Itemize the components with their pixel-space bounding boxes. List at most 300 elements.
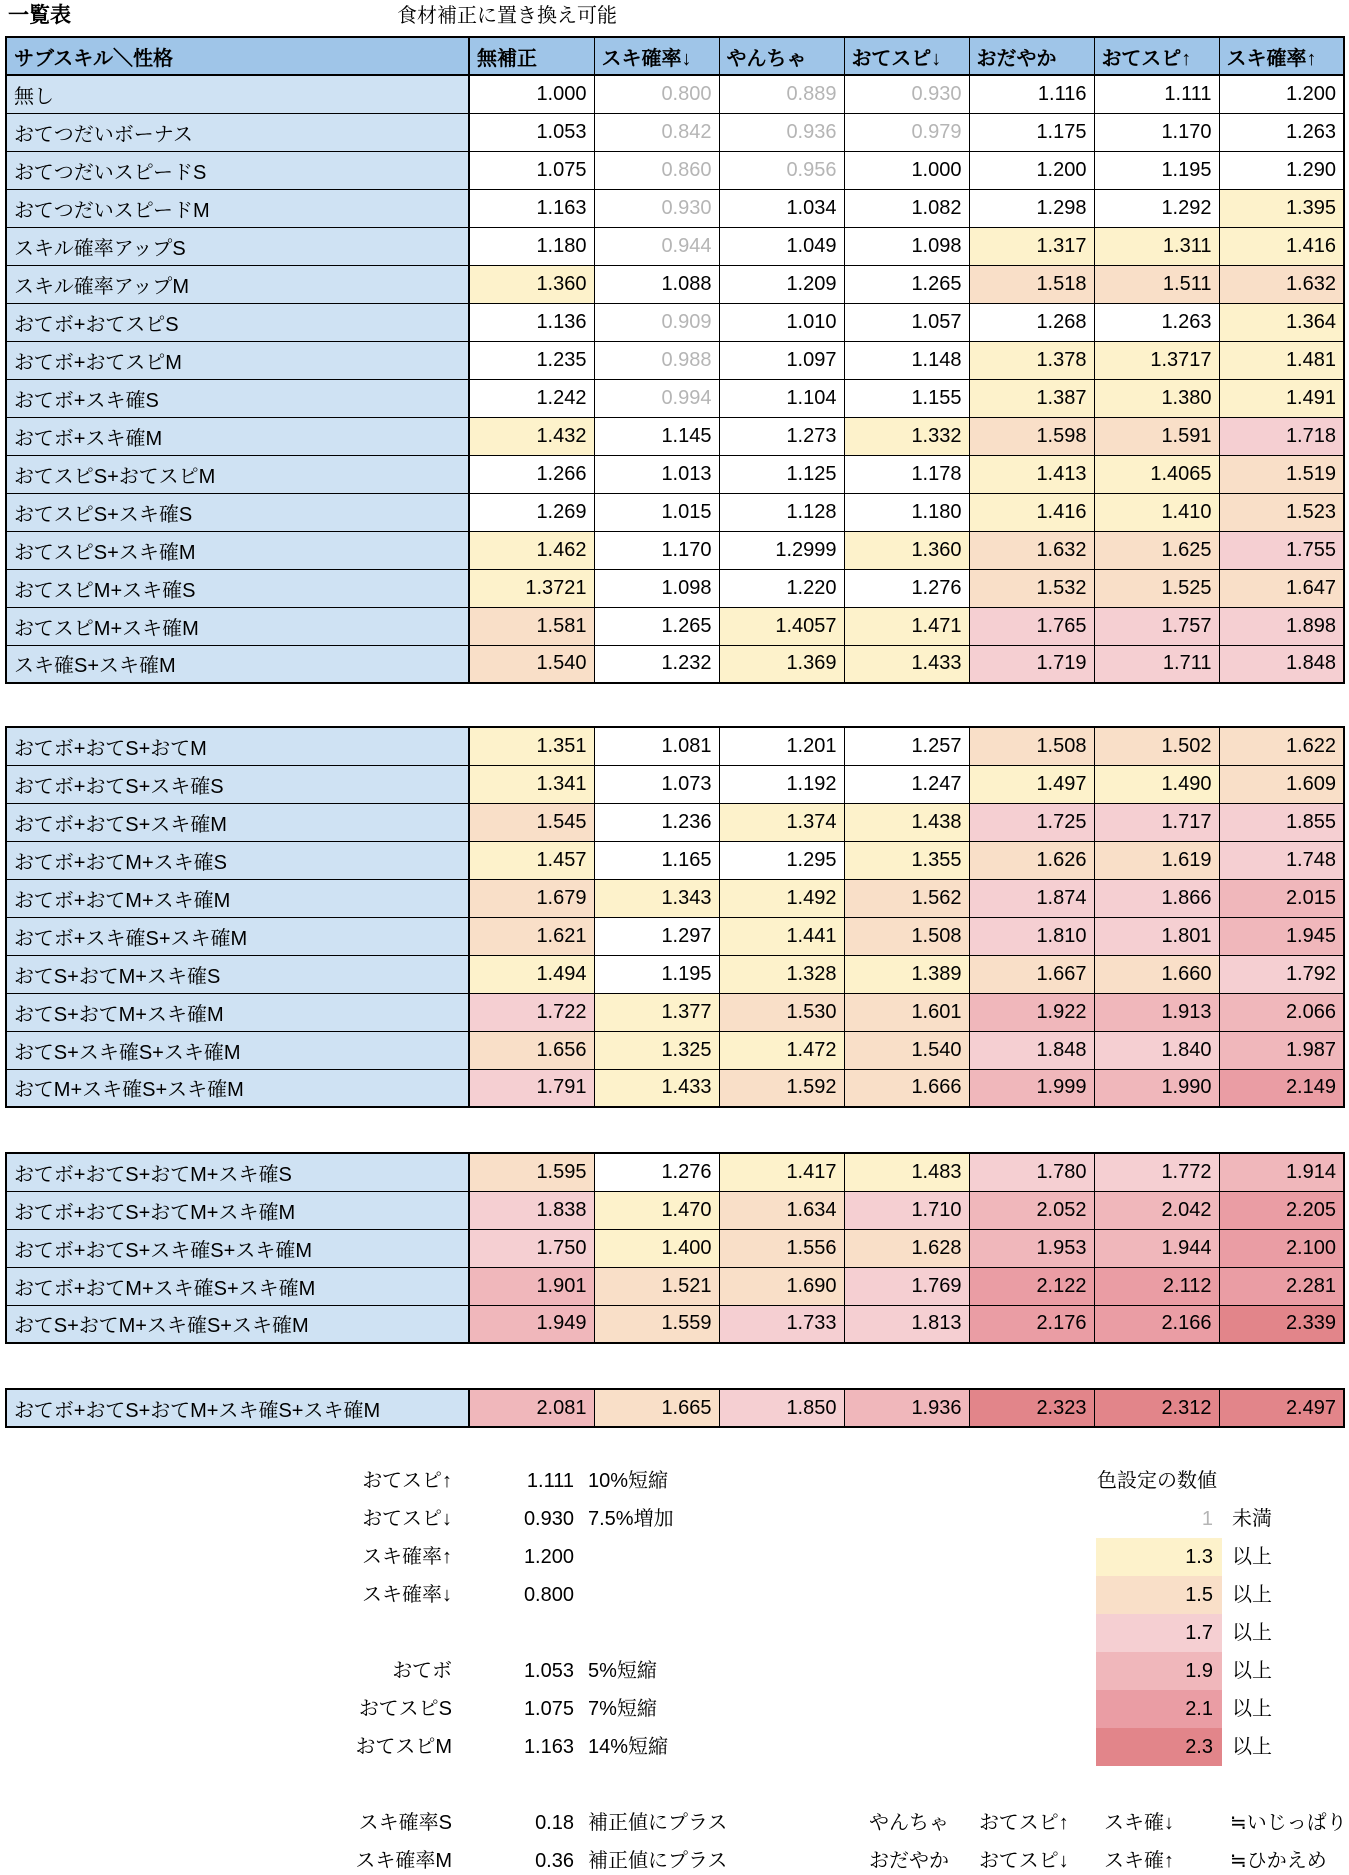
value-cell[interactable]: 1.632 — [969, 531, 1094, 569]
value-cell[interactable]: 1.082 — [844, 189, 969, 227]
value-cell[interactable]: 1.263 — [1219, 113, 1344, 151]
row-label-cell[interactable]: おてスピM+スキ確M — [6, 607, 469, 645]
subskill-matrix-block-2 — [5, 726, 1345, 1108]
value-cell[interactable]: 1.999 — [969, 1069, 1094, 1107]
value-cell[interactable]: 2.100 — [1219, 1229, 1344, 1267]
row-label-cell[interactable]: おてボ+おてM+スキ確M — [6, 879, 469, 917]
nature-column-header[interactable]: おだやか — [969, 37, 1094, 75]
value-cell[interactable]: 1.155 — [844, 379, 969, 417]
row-label-cell[interactable]: おてボ+おてS+スキ確M — [6, 803, 469, 841]
value-cell[interactable]: 2.176 — [969, 1305, 1094, 1343]
value-cell[interactable]: 1.619 — [1094, 841, 1219, 879]
value-cell[interactable]: 1.780 — [969, 1153, 1094, 1191]
row-label-cell[interactable]: おてボ+おてS+おてM+スキ確M — [6, 1191, 469, 1229]
value-cell[interactable]: 0.800 — [594, 75, 719, 113]
value-cell[interactable]: 2.205 — [1219, 1191, 1344, 1229]
value-cell[interactable]: 1.378 — [969, 341, 1094, 379]
value-cell[interactable]: 1.209 — [719, 265, 844, 303]
table-row — [6, 993, 1344, 1031]
value-cell[interactable]: 0.956 — [719, 151, 844, 189]
row-label-cell[interactable]: おてM+スキ確S+スキ確M — [6, 1069, 469, 1107]
table-row — [6, 1069, 1344, 1107]
value-cell[interactable]: 1.750 — [469, 1229, 594, 1267]
value-cell[interactable]: 1.4065 — [1094, 455, 1219, 493]
color-legend-suffix: 以上 — [1232, 1736, 1272, 1758]
row-label-cell[interactable]: おてボ+おてS+おてM+スキ確S — [6, 1153, 469, 1191]
value-cell[interactable]: 1.540 — [469, 645, 594, 683]
value-cell[interactable]: 1.625 — [1094, 531, 1219, 569]
value-cell[interactable]: 1.494 — [469, 955, 594, 993]
value-cell[interactable]: 1.195 — [594, 955, 719, 993]
value-cell[interactable]: 1.718 — [1219, 417, 1344, 455]
value-cell[interactable]: 1.268 — [969, 303, 1094, 341]
value-cell[interactable]: 1.665 — [594, 1389, 719, 1427]
value-cell[interactable]: 1.848 — [969, 1031, 1094, 1069]
value-cell[interactable]: 1.945 — [1219, 917, 1344, 955]
value-cell[interactable]: 0.889 — [719, 75, 844, 113]
value-cell[interactable]: 1.545 — [469, 803, 594, 841]
value-cell[interactable]: 1.034 — [719, 189, 844, 227]
nature-column-header[interactable]: やんちゃ — [719, 37, 844, 75]
value-cell[interactable]: 0.930 — [844, 75, 969, 113]
value-cell[interactable]: 2.081 — [469, 1389, 594, 1427]
value-cell[interactable]: 1.104 — [719, 379, 844, 417]
value-cell[interactable]: 1.987 — [1219, 1031, 1344, 1069]
table-row — [6, 607, 1344, 645]
value-cell[interactable]: 1.297 — [594, 917, 719, 955]
value-cell[interactable]: 1.717 — [1094, 803, 1219, 841]
value-cell[interactable]: 1.592 — [719, 1069, 844, 1107]
value-cell[interactable]: 0.944 — [594, 227, 719, 265]
value-cell[interactable]: 1.769 — [844, 1267, 969, 1305]
value-cell[interactable]: 1.772 — [1094, 1153, 1219, 1191]
value-cell[interactable]: 1.519 — [1219, 455, 1344, 493]
footnote-note: 補正値にプラス — [588, 1850, 728, 1872]
value-cell[interactable]: 1.236 — [594, 803, 719, 841]
row-label-cell[interactable]: おてS+おてM+スキ確M — [6, 993, 469, 1031]
value-cell[interactable]: 1.719 — [969, 645, 1094, 683]
value-cell[interactable]: 1.195 — [1094, 151, 1219, 189]
value-cell[interactable]: 1.622 — [1219, 727, 1344, 765]
color-legend-suffix: 以上 — [1232, 1698, 1272, 1720]
value-cell[interactable]: 1.632 — [1219, 265, 1344, 303]
row-label-cell[interactable]: おてS+スキ確S+スキ確M — [6, 1031, 469, 1069]
value-cell[interactable]: 1.136 — [469, 303, 594, 341]
value-cell[interactable]: 1.913 — [1094, 993, 1219, 1031]
value-cell[interactable]: 0.909 — [594, 303, 719, 341]
value-cell[interactable]: 1.088 — [594, 265, 719, 303]
footnote-row — [0, 1500, 674, 1538]
value-cell[interactable]: 1.380 — [1094, 379, 1219, 417]
value-cell[interactable]: 1.360 — [844, 531, 969, 569]
value-cell[interactable]: 1.914 — [1219, 1153, 1344, 1191]
value-cell[interactable]: 1.341 — [469, 765, 594, 803]
value-cell[interactable]: 1.387 — [969, 379, 1094, 417]
value-cell[interactable]: 1.601 — [844, 993, 969, 1031]
value-cell[interactable]: 1.595 — [469, 1153, 594, 1191]
value-cell[interactable]: 1.374 — [719, 803, 844, 841]
row-label-cell[interactable]: 無し — [6, 75, 469, 113]
value-cell[interactable]: 1.242 — [469, 379, 594, 417]
row-label-cell[interactable]: おてボ+おてS+おてM — [6, 727, 469, 765]
value-cell[interactable]: 1.628 — [844, 1229, 969, 1267]
value-cell[interactable]: 1.813 — [844, 1305, 969, 1343]
nature-note-cell: スキ確↑ — [1104, 1850, 1174, 1872]
value-cell[interactable]: 1.433 — [844, 645, 969, 683]
nature-note-cell: おだやか — [869, 1850, 949, 1872]
row-label-cell[interactable]: おてボ+おてS+スキ確S+スキ確M — [6, 1229, 469, 1267]
value-cell[interactable]: 1.491 — [1219, 379, 1344, 417]
value-cell[interactable]: 1.502 — [1094, 727, 1219, 765]
value-cell[interactable]: 0.988 — [594, 341, 719, 379]
value-cell[interactable]: 2.149 — [1219, 1069, 1344, 1107]
value-cell[interactable]: 2.052 — [969, 1191, 1094, 1229]
row-label-cell[interactable]: おてボ+おてスピM — [6, 341, 469, 379]
value-cell[interactable]: 1.360 — [469, 265, 594, 303]
value-cell[interactable]: 1.470 — [594, 1191, 719, 1229]
value-cell[interactable]: 1.247 — [844, 765, 969, 803]
value-cell[interactable]: 1.433 — [594, 1069, 719, 1107]
value-cell[interactable]: 1.462 — [469, 531, 594, 569]
row-label-cell[interactable]: おてスピS+おてスピM — [6, 455, 469, 493]
footnote-name: おてスピS — [358, 1698, 452, 1720]
row-label-cell[interactable]: おてつだいスピードS — [6, 151, 469, 189]
value-cell[interactable]: 0.930 — [594, 189, 719, 227]
value-cell[interactable]: 0.860 — [594, 151, 719, 189]
value-cell[interactable]: 1.3717 — [1094, 341, 1219, 379]
table-row — [6, 1191, 1344, 1229]
value-cell[interactable]: 1.343 — [594, 879, 719, 917]
value-cell[interactable]: 1.3721 — [469, 569, 594, 607]
value-cell[interactable]: 1.722 — [469, 993, 594, 1031]
value-cell[interactable]: 1.111 — [1094, 75, 1219, 113]
value-cell[interactable]: 1.848 — [1219, 645, 1344, 683]
value-cell[interactable]: 2.339 — [1219, 1305, 1344, 1343]
value-cell[interactable]: 0.936 — [719, 113, 844, 151]
color-legend-swatch: 1.9 — [1096, 1652, 1222, 1690]
value-cell[interactable]: 1.765 — [969, 607, 1094, 645]
table-row — [6, 379, 1344, 417]
value-cell[interactable]: 1.626 — [969, 841, 1094, 879]
value-cell[interactable]: 1.416 — [1219, 227, 1344, 265]
value-cell[interactable]: 2.042 — [1094, 1191, 1219, 1229]
value-cell[interactable]: 1.098 — [844, 227, 969, 265]
table-row — [6, 841, 1344, 879]
value-cell[interactable]: 0.994 — [594, 379, 719, 417]
value-cell[interactable]: 1.710 — [844, 1191, 969, 1229]
row-label-cell[interactable]: おてボ+おてS+おてM+スキ確S+スキ確M — [6, 1389, 469, 1427]
value-cell[interactable]: 1.511 — [1094, 265, 1219, 303]
row-label-cell[interactable]: おてボ+スキ確M — [6, 417, 469, 455]
value-cell[interactable]: 1.666 — [844, 1069, 969, 1107]
value-cell[interactable]: 1.235 — [469, 341, 594, 379]
table-row — [6, 879, 1344, 917]
value-cell[interactable]: 1.192 — [719, 765, 844, 803]
value-cell[interactable]: 1.521 — [594, 1267, 719, 1305]
value-cell[interactable]: 1.311 — [1094, 227, 1219, 265]
value-cell[interactable]: 1.840 — [1094, 1031, 1219, 1069]
row-label-cell[interactable]: おてスピM+スキ確S — [6, 569, 469, 607]
subskill-matrix-block-1 — [5, 36, 1345, 684]
value-cell[interactable]: 1.389 — [844, 955, 969, 993]
footnote-note: 10%短縮 — [588, 1470, 669, 1492]
value-cell[interactable]: 1.200 — [1219, 75, 1344, 113]
value-cell[interactable]: 1.810 — [969, 917, 1094, 955]
value-cell[interactable]: 1.850 — [719, 1389, 844, 1427]
value-cell[interactable]: 2.122 — [969, 1267, 1094, 1305]
value-cell[interactable]: 1.295 — [719, 841, 844, 879]
value-cell[interactable]: 1.273 — [719, 417, 844, 455]
value-cell[interactable]: 1.355 — [844, 841, 969, 879]
value-cell[interactable]: 1.075 — [469, 151, 594, 189]
value-cell[interactable]: 1.232 — [594, 645, 719, 683]
value-cell[interactable]: 1.922 — [969, 993, 1094, 1031]
footnote-note: 14%短縮 — [588, 1736, 669, 1758]
value-cell[interactable]: 1.949 — [469, 1305, 594, 1343]
value-cell[interactable]: 1.266 — [469, 455, 594, 493]
value-cell[interactable]: 1.791 — [469, 1069, 594, 1107]
value-cell[interactable]: 1.540 — [844, 1031, 969, 1069]
nature-note-cell: やんちゃ — [869, 1812, 949, 1834]
value-cell[interactable]: 1.049 — [719, 227, 844, 265]
table-row — [6, 265, 1344, 303]
value-cell[interactable]: 1.581 — [469, 607, 594, 645]
value-cell[interactable]: 1.097 — [719, 341, 844, 379]
value-cell[interactable]: 1.792 — [1219, 955, 1344, 993]
value-cell[interactable]: 2.323 — [969, 1389, 1094, 1427]
footnote-row — [0, 1804, 727, 1842]
value-cell[interactable]: 1.457 — [469, 841, 594, 879]
nature-column-header[interactable]: おてスピ↓ — [844, 37, 969, 75]
value-cell[interactable]: 1.276 — [844, 569, 969, 607]
value-cell[interactable]: 1.145 — [594, 417, 719, 455]
value-cell[interactable]: 2.281 — [1219, 1267, 1344, 1305]
row-label-cell[interactable]: おてボ+おてスピS — [6, 303, 469, 341]
value-cell[interactable]: 1.647 — [1219, 569, 1344, 607]
value-cell[interactable]: 1.180 — [469, 227, 594, 265]
value-cell[interactable]: 1.733 — [719, 1305, 844, 1343]
corner-header-cell[interactable]: サブスキル＼性格 — [6, 37, 469, 75]
color-legend-suffix: 以上 — [1232, 1660, 1272, 1682]
table-row — [6, 803, 1344, 841]
value-cell[interactable]: 1.351 — [469, 727, 594, 765]
value-cell[interactable]: 1.523 — [1219, 493, 1344, 531]
value-cell[interactable]: 1.481 — [1219, 341, 1344, 379]
value-cell[interactable]: 0.979 — [844, 113, 969, 151]
value-cell[interactable]: 2.166 — [1094, 1305, 1219, 1343]
value-cell[interactable]: 1.417 — [719, 1153, 844, 1191]
value-cell[interactable]: 1.364 — [1219, 303, 1344, 341]
value-cell[interactable]: 1.201 — [719, 727, 844, 765]
value-cell[interactable]: 1.328 — [719, 955, 844, 993]
value-cell[interactable]: 1.656 — [469, 1031, 594, 1069]
value-cell[interactable]: 1.874 — [969, 879, 1094, 917]
value-cell[interactable]: 1.559 — [594, 1305, 719, 1343]
nature-column-header[interactable]: おてスピ↑ — [1094, 37, 1219, 75]
value-cell[interactable]: 1.073 — [594, 765, 719, 803]
value-cell[interactable]: 1.325 — [594, 1031, 719, 1069]
value-cell[interactable]: 1.598 — [969, 417, 1094, 455]
value-cell[interactable]: 1.170 — [594, 531, 719, 569]
value-cell[interactable]: 1.2999 — [719, 531, 844, 569]
row-label-cell[interactable]: スキ確S+スキ確M — [6, 645, 469, 683]
value-cell[interactable]: 1.532 — [969, 569, 1094, 607]
nature-column-header[interactable]: スキ確率↓ — [594, 37, 719, 75]
table-row — [6, 151, 1344, 189]
value-cell[interactable]: 1.748 — [1219, 841, 1344, 879]
value-cell[interactable]: 1.178 — [844, 455, 969, 493]
value-cell[interactable]: 1.413 — [969, 455, 1094, 493]
row-label-cell[interactable]: おてボ+おてM+スキ確S+スキ確M — [6, 1267, 469, 1305]
value-cell[interactable]: 1.898 — [1219, 607, 1344, 645]
row-label-cell[interactable]: おてつだいボーナス — [6, 113, 469, 151]
value-cell[interactable]: 1.621 — [469, 917, 594, 955]
row-label-cell[interactable]: おてS+おてM+スキ確S — [6, 955, 469, 993]
row-label-cell[interactable]: おてボ+スキ確S+スキ確M — [6, 917, 469, 955]
value-cell[interactable]: 1.317 — [969, 227, 1094, 265]
value-cell[interactable]: 1.866 — [1094, 879, 1219, 917]
value-cell[interactable]: 1.690 — [719, 1267, 844, 1305]
value-cell[interactable]: 1.276 — [594, 1153, 719, 1191]
value-cell[interactable]: 1.128 — [719, 493, 844, 531]
value-cell[interactable]: 1.497 — [969, 765, 1094, 803]
value-cell[interactable]: 1.010 — [719, 303, 844, 341]
color-legend-suffix: 以上 — [1232, 1546, 1272, 1568]
value-cell[interactable]: 1.855 — [1219, 803, 1344, 841]
value-cell[interactable]: 1.757 — [1094, 607, 1219, 645]
table-row — [6, 645, 1344, 683]
row-label-cell[interactable]: おてスピS+スキ確S — [6, 493, 469, 531]
value-cell[interactable]: 1.263 — [1094, 303, 1219, 341]
value-cell[interactable]: 1.125 — [719, 455, 844, 493]
value-cell[interactable]: 1.298 — [969, 189, 1094, 227]
value-cell[interactable]: 1.667 — [969, 955, 1094, 993]
value-cell[interactable]: 2.015 — [1219, 879, 1344, 917]
value-cell[interactable]: 1.660 — [1094, 955, 1219, 993]
value-cell[interactable]: 1.562 — [844, 879, 969, 917]
value-cell[interactable]: 1.015 — [594, 493, 719, 531]
value-cell[interactable]: 1.432 — [469, 417, 594, 455]
value-cell[interactable]: 1.944 — [1094, 1229, 1219, 1267]
value-cell[interactable]: 1.332 — [844, 417, 969, 455]
value-cell[interactable]: 1.170 — [1094, 113, 1219, 151]
row-label-cell[interactable]: おてスピS+スキ確M — [6, 531, 469, 569]
table-row — [6, 75, 1344, 113]
value-cell[interactable]: 2.066 — [1219, 993, 1344, 1031]
value-cell[interactable]: 1.591 — [1094, 417, 1219, 455]
value-cell[interactable]: 1.953 — [969, 1229, 1094, 1267]
value-cell[interactable]: 1.4057 — [719, 607, 844, 645]
subskill-matrix-block-3 — [5, 1152, 1345, 1344]
value-cell[interactable]: 2.312 — [1094, 1389, 1219, 1427]
value-cell[interactable]: 1.292 — [1094, 189, 1219, 227]
nature-note-cell: おてスピ↓ — [979, 1850, 1069, 1872]
value-cell[interactable]: 1.269 — [469, 493, 594, 531]
value-cell[interactable]: 1.525 — [1094, 569, 1219, 607]
value-cell[interactable]: 1.081 — [594, 727, 719, 765]
value-cell[interactable]: 1.441 — [719, 917, 844, 955]
value-cell[interactable]: 1.053 — [469, 113, 594, 151]
value-cell[interactable]: 1.165 — [594, 841, 719, 879]
nature-column-header[interactable]: スキ確率↑ — [1219, 37, 1344, 75]
row-label-cell[interactable]: おてボ+おてM+スキ確S — [6, 841, 469, 879]
value-cell[interactable]: 1.901 — [469, 1267, 594, 1305]
value-cell[interactable]: 1.148 — [844, 341, 969, 379]
value-cell[interactable]: 1.098 — [594, 569, 719, 607]
value-cell[interactable]: 1.990 — [1094, 1069, 1219, 1107]
value-cell[interactable]: 1.679 — [469, 879, 594, 917]
footnote-name: おてスピM — [355, 1736, 452, 1758]
value-cell[interactable]: 1.472 — [719, 1031, 844, 1069]
value-cell[interactable]: 0.842 — [594, 113, 719, 151]
value-cell[interactable]: 1.000 — [469, 75, 594, 113]
value-cell[interactable]: 1.410 — [1094, 493, 1219, 531]
value-cell[interactable]: 1.416 — [969, 493, 1094, 531]
value-cell[interactable]: 1.725 — [969, 803, 1094, 841]
value-cell[interactable]: 1.395 — [1219, 189, 1344, 227]
value-cell[interactable]: 1.508 — [844, 917, 969, 955]
row-label-cell[interactable]: スキル確率アップS — [6, 227, 469, 265]
value-cell[interactable]: 1.220 — [719, 569, 844, 607]
value-cell[interactable]: 1.530 — [719, 993, 844, 1031]
value-cell[interactable]: 1.518 — [969, 265, 1094, 303]
row-label-cell[interactable]: おてボ+スキ確S — [6, 379, 469, 417]
value-cell[interactable]: 2.112 — [1094, 1267, 1219, 1305]
value-cell[interactable]: 1.634 — [719, 1191, 844, 1229]
value-cell[interactable]: 1.801 — [1094, 917, 1219, 955]
value-cell[interactable]: 1.175 — [969, 113, 1094, 151]
value-cell[interactable]: 1.400 — [594, 1229, 719, 1267]
value-cell[interactable]: 1.711 — [1094, 645, 1219, 683]
value-cell[interactable]: 1.163 — [469, 189, 594, 227]
value-cell[interactable]: 1.838 — [469, 1191, 594, 1229]
value-cell[interactable]: 1.265 — [594, 607, 719, 645]
row-label-cell[interactable]: おてS+おてM+スキ確S+スキ確M — [6, 1305, 469, 1343]
value-cell[interactable]: 1.755 — [1219, 531, 1344, 569]
footnote-value: 1.200 — [523, 1546, 574, 1568]
color-legend-swatch: 1.5 — [1096, 1576, 1222, 1614]
color-legend-title: 色設定の数値 — [1097, 1470, 1217, 1492]
value-cell[interactable]: 1.483 — [844, 1153, 969, 1191]
value-cell[interactable]: 1.200 — [969, 151, 1094, 189]
value-cell[interactable]: 1.013 — [594, 455, 719, 493]
nature-column-header[interactable]: 無補正 — [469, 37, 594, 75]
value-cell[interactable]: 1.257 — [844, 727, 969, 765]
value-cell[interactable]: 1.265 — [844, 265, 969, 303]
value-cell[interactable]: 1.556 — [719, 1229, 844, 1267]
value-cell[interactable]: 1.492 — [719, 879, 844, 917]
value-cell[interactable]: 1.377 — [594, 993, 719, 1031]
row-label-cell[interactable]: スキル確率アップM — [6, 265, 469, 303]
value-cell[interactable]: 1.936 — [844, 1389, 969, 1427]
row-label-cell[interactable]: おてボ+おてS+スキ確S — [6, 765, 469, 803]
table-row — [6, 227, 1344, 265]
value-cell[interactable]: 1.438 — [844, 803, 969, 841]
value-cell[interactable]: 1.490 — [1094, 765, 1219, 803]
value-cell[interactable]: 2.497 — [1219, 1389, 1344, 1427]
value-cell[interactable]: 1.180 — [844, 493, 969, 531]
value-cell[interactable]: 1.369 — [719, 645, 844, 683]
value-cell[interactable]: 1.000 — [844, 151, 969, 189]
value-cell[interactable]: 1.057 — [844, 303, 969, 341]
table-row — [6, 765, 1344, 803]
row-label-cell[interactable]: おてつだいスピードM — [6, 189, 469, 227]
value-cell[interactable]: 1.116 — [969, 75, 1094, 113]
value-cell[interactable]: 1.471 — [844, 607, 969, 645]
value-cell[interactable]: 1.609 — [1219, 765, 1344, 803]
value-cell[interactable]: 1.290 — [1219, 151, 1344, 189]
value-cell[interactable]: 1.508 — [969, 727, 1094, 765]
